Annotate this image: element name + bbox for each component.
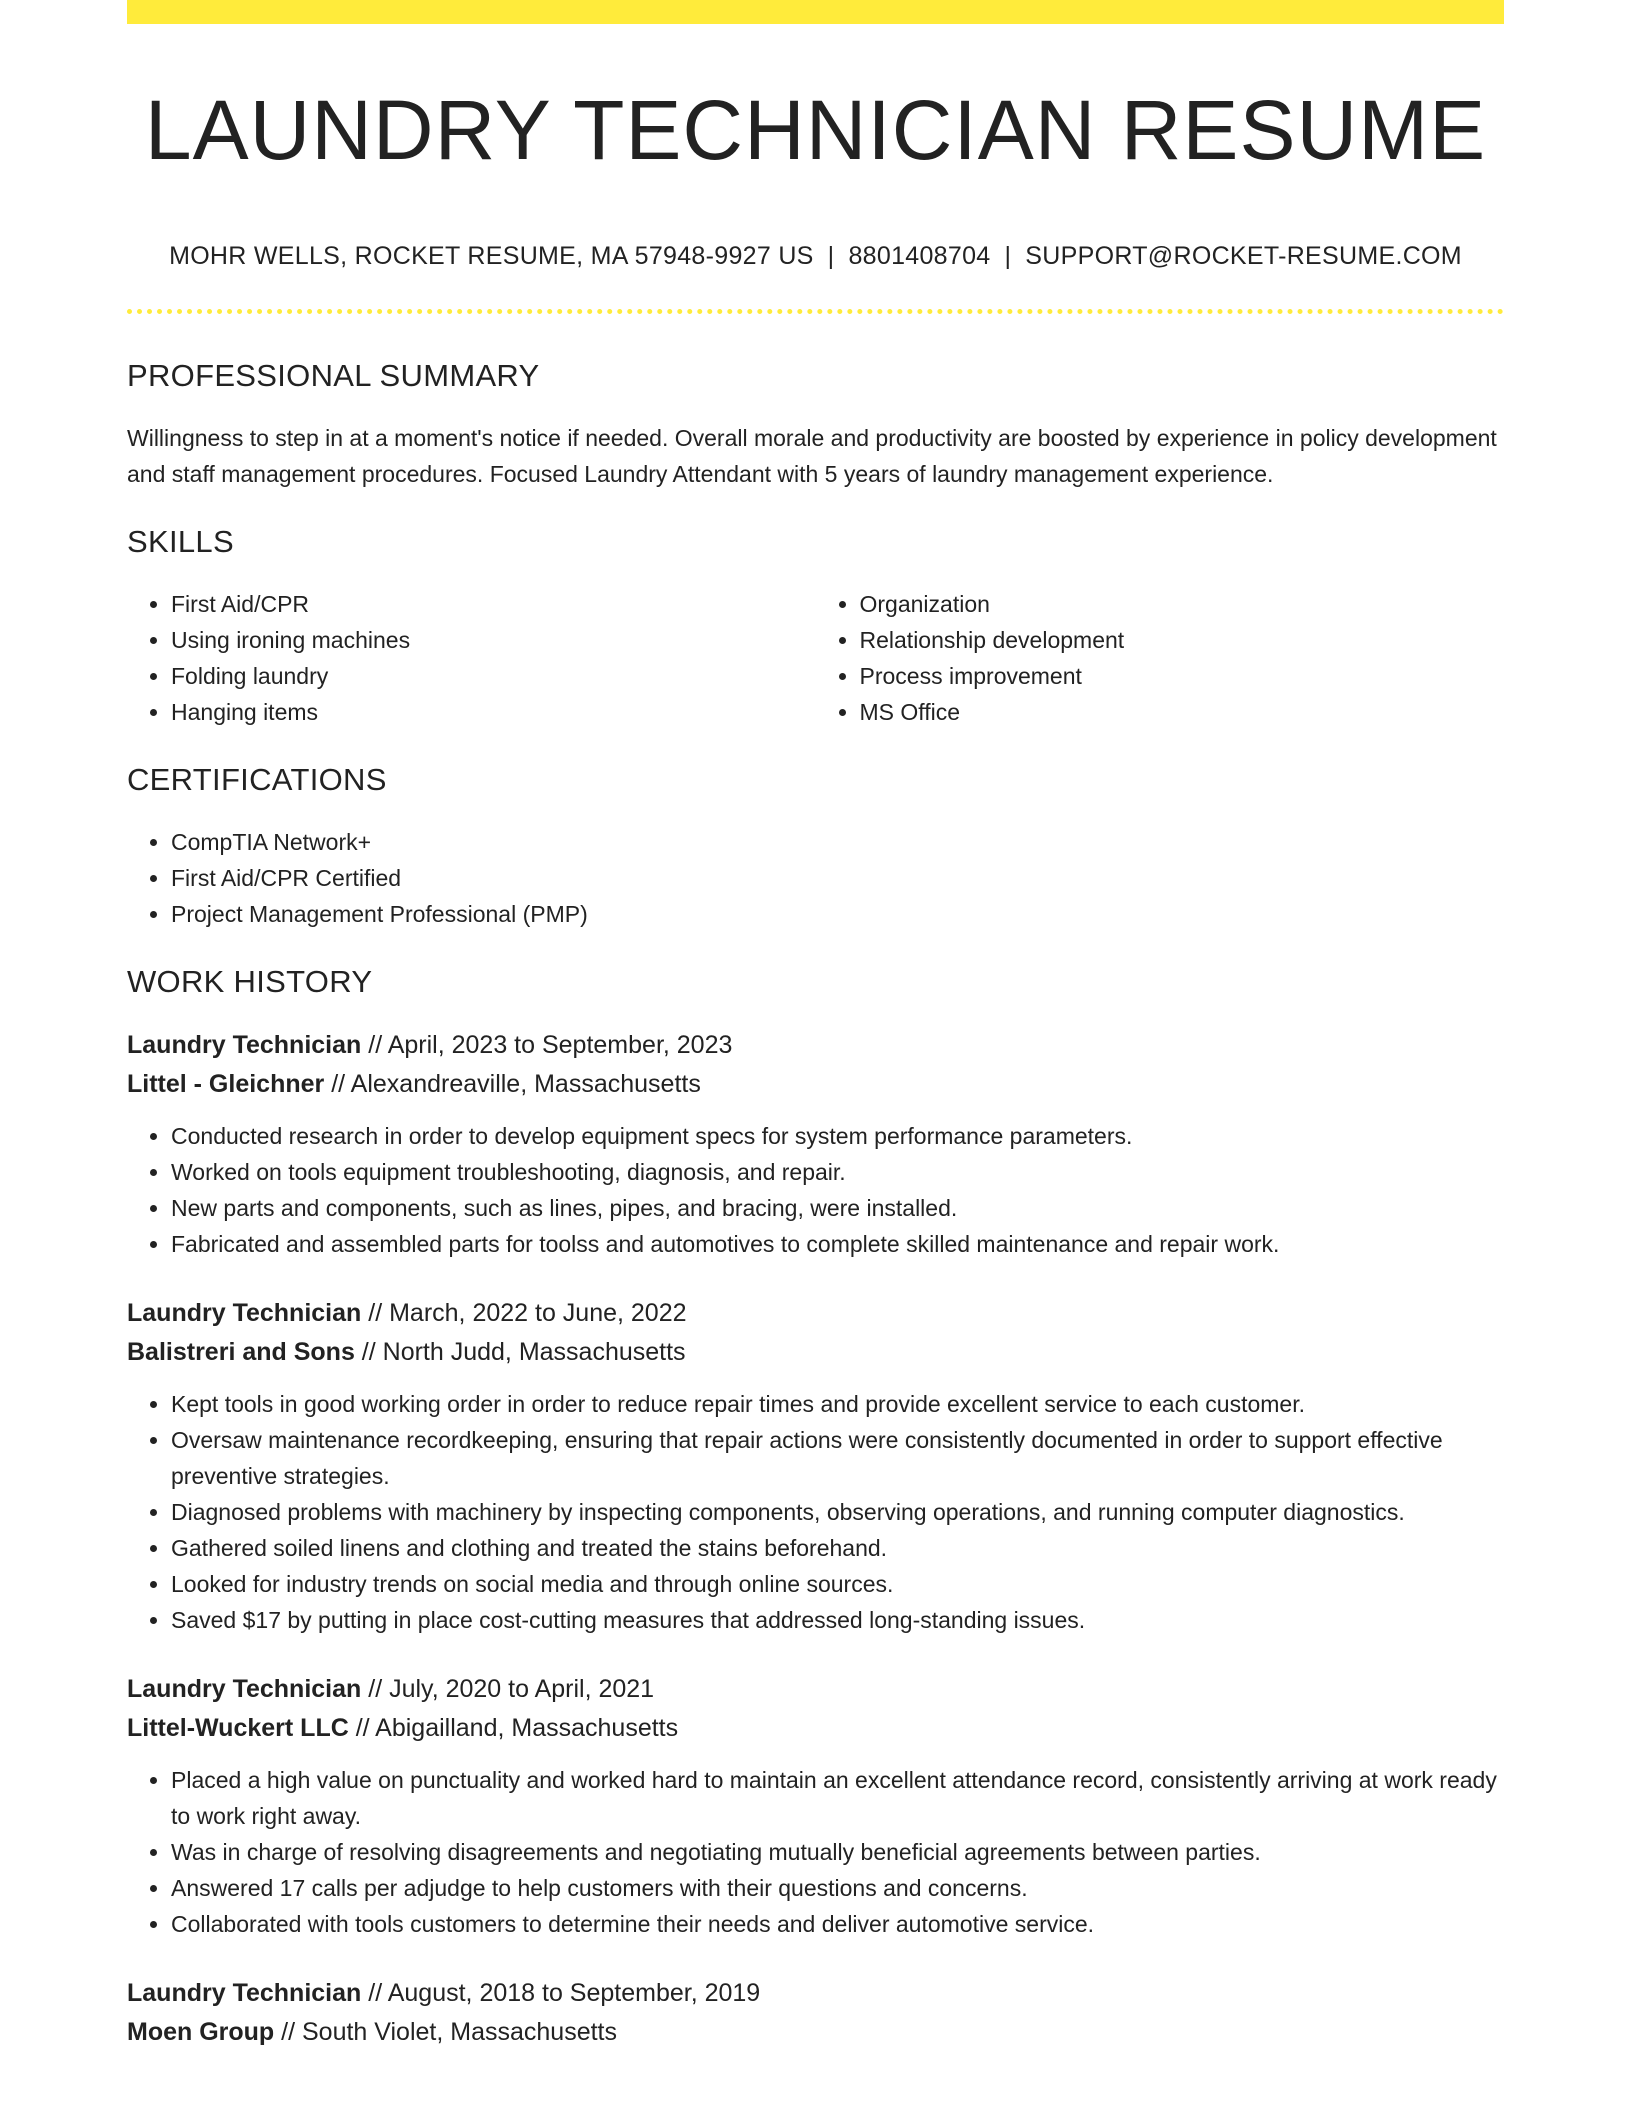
- certification-item: • First Aid/CPR Certified: [171, 860, 1504, 896]
- skills-heading: SKILLS: [127, 524, 234, 560]
- job-company: Littel - Gleichner: [127, 1070, 325, 1099]
- job-entry: [127, 1670, 1504, 1942]
- summary-section: [127, 358, 1504, 492]
- contact-phone: 8801408704: [848, 242, 991, 271]
- page-title: LAUNDRY TECHNICIAN RESUME: [144, 83, 1487, 177]
- job-dates: // July, 2020 to April, 2021: [361, 1675, 655, 1704]
- resume-page: [127, 0, 1504, 2052]
- job-entry: [127, 1026, 1504, 1262]
- job-company-line: [127, 1065, 1504, 1104]
- contact-email: SUPPORT@ROCKET-RESUME.COM: [1025, 242, 1462, 271]
- job-bullet: • Conducted research in order to develop equipment specs for system performance parameters.: [171, 1118, 1504, 1154]
- contact-address: MOHR WELLS, ROCKET RESUME, MA 57948-9927 US: [169, 242, 814, 271]
- job-company: Balistreri and Sons: [127, 1338, 355, 1367]
- job-entry: [127, 1974, 1504, 2052]
- skill-item: • Hanging items: [171, 694, 816, 730]
- job-company-line: [127, 1709, 1504, 1748]
- job-title-line: [127, 1026, 1504, 1065]
- skills-list-left: [127, 586, 816, 730]
- skills-columns: [127, 586, 1504, 730]
- job-bullet: • Oversaw maintenance recordkeeping, ensuring that repair actions were consistently documented in order to support effective preventive strategies.: [171, 1422, 1504, 1494]
- job-bullets: [127, 1386, 1504, 1638]
- contact-separator: |: [1004, 242, 1012, 271]
- job-dates: // August, 2018 to September, 2019: [361, 1979, 761, 2008]
- job-company: Moen Group: [127, 2018, 275, 2047]
- job-bullet: • New parts and components, such as lines, pipes, and bracing, were installed.: [171, 1190, 1504, 1226]
- certifications-list: [127, 824, 1504, 932]
- job-bullets: [127, 1762, 1504, 1942]
- job-bullet: • Kept tools in good working order in order to reduce repair times and provide excellent service to each customer.: [171, 1386, 1504, 1422]
- skills-list-right: [816, 586, 1505, 730]
- skill-item: • Process improvement: [860, 658, 1505, 694]
- job-company: Littel-Wuckert LLC: [127, 1714, 349, 1743]
- job-bullet: • Saved $17 by putting in place cost-cutting measures that addressed long-standing issues.: [171, 1602, 1504, 1638]
- certification-item: • Project Management Professional (PMP): [171, 896, 1504, 932]
- job-bullet: • Answered 17 calls per adjudge to help customers with their questions and concerns.: [171, 1870, 1504, 1906]
- job-company-line: [127, 1333, 1504, 1372]
- job-title-line: [127, 1974, 1504, 2013]
- job-dates: // March, 2022 to June, 2022: [361, 1299, 687, 1328]
- job-bullet: • Fabricated and assembled parts for toolss and automotives to complete skilled maintenance and repair work.: [171, 1226, 1504, 1262]
- skill-item: • Relationship development: [860, 622, 1505, 658]
- job-title: Laundry Technician: [127, 1031, 362, 1060]
- job-bullet: • Diagnosed problems with machinery by inspecting components, observing operations, and running computer diagnostics.: [171, 1494, 1504, 1530]
- job-title: Laundry Technician: [127, 1299, 362, 1328]
- job-bullet: • Was in charge of resolving disagreements and negotiating mutually beneficial agreements between parties.: [171, 1834, 1504, 1870]
- contact-separator: |: [827, 242, 835, 271]
- job-location: // South Violet, Massachusetts: [274, 2018, 617, 2047]
- skill-item: • Using ironing machines: [171, 622, 816, 658]
- job-bullet: • Placed a high value on punctuality and worked hard to maintain an excellent attendance record, consistently arriving at work ready to work right away.: [171, 1762, 1504, 1834]
- job-location: // North Judd, Massachusetts: [354, 1338, 686, 1367]
- skill-item: • Organization: [860, 586, 1505, 622]
- job-bullets: [127, 1118, 1504, 1262]
- job-dates: // April, 2023 to September, 2023: [361, 1031, 733, 1060]
- skill-item: • First Aid/CPR: [171, 586, 816, 622]
- skill-item: • MS Office: [860, 694, 1505, 730]
- job-location: // Alexandreaville, Massachusetts: [324, 1070, 701, 1099]
- skills-section: [127, 524, 1504, 730]
- work-history-section: [127, 964, 1504, 2052]
- top-accent-bar: [127, 0, 1504, 24]
- job-location: // Abigailland, Massachusetts: [348, 1714, 679, 1743]
- work-history-heading: WORK HISTORY: [127, 964, 373, 1000]
- job-bullet: • Gathered soiled linens and clothing and treated the stains beforehand.: [171, 1530, 1504, 1566]
- job-title: Laundry Technician: [127, 1675, 362, 1704]
- certification-item: • CompTIA Network+: [171, 824, 1504, 860]
- job-entry: [127, 1294, 1504, 1638]
- contact-line: [127, 242, 1504, 271]
- dotted-divider: [127, 309, 1504, 314]
- job-company-line: [127, 2013, 1504, 2052]
- job-title: Laundry Technician: [127, 1979, 362, 2008]
- job-title-line: [127, 1294, 1504, 1333]
- job-title-line: [127, 1670, 1504, 1709]
- summary-heading: PROFESSIONAL SUMMARY: [127, 358, 540, 394]
- certifications-section: [127, 762, 1504, 932]
- job-bullet: • Worked on tools equipment troubleshooting, diagnosis, and repair.: [171, 1154, 1504, 1190]
- job-bullet: • Collaborated with tools customers to determine their needs and deliver automotive service.: [171, 1906, 1504, 1942]
- certifications-heading: CERTIFICATIONS: [127, 762, 387, 798]
- job-bullet: • Looked for industry trends on social media and through online sources.: [171, 1566, 1504, 1602]
- summary-text: Willingness to step in at a moment's notice if needed. Overall morale and productivity are boosted by experience in policy development and staff management procedures. Focused Laundry Attendant with 5 years of laundry management experience.: [127, 425, 1497, 488]
- skill-item: • Folding laundry: [171, 658, 816, 694]
